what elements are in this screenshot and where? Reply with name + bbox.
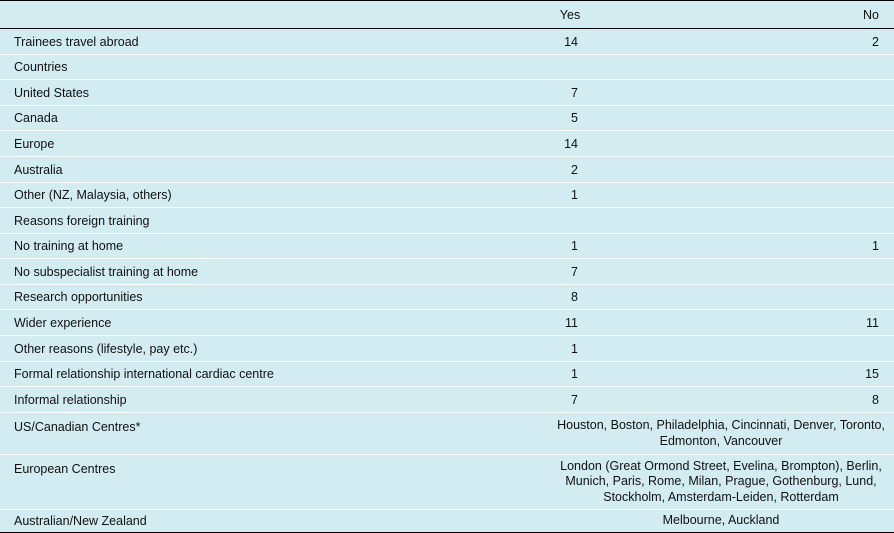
row-label: United States [14, 85, 90, 100]
yes-value: 1 [571, 341, 578, 356]
no-value [829, 259, 879, 284]
row-label: Other reasons (lifestyle, pay etc.) [14, 341, 198, 356]
no-value: 2 [872, 34, 879, 49]
row-label: Other (NZ, Malaysia, others) [14, 188, 172, 202]
row-label: Trainees travel abroad [14, 34, 139, 49]
table-row [0, 310, 894, 336]
no-value: 1 [872, 239, 879, 253]
yes-value: 1 [571, 367, 578, 381]
table-row [0, 183, 894, 208]
no-value: 11 [866, 315, 879, 330]
yes-value: 8 [571, 290, 578, 304]
row-label: Europe [14, 136, 55, 151]
row-label: Canada [14, 111, 58, 125]
yes-value: 7 [571, 264, 578, 279]
table-row [0, 29, 894, 55]
yes-value: 1 [571, 188, 578, 202]
table-row [0, 336, 894, 362]
row-label: Reasons foreign training [14, 213, 150, 228]
table-row [0, 131, 894, 157]
centres-list: London (Great Ormond Street, Evelina, Brompton), Berlin, Munich, Paris, Rome, Milan, Prague, Gothenburg, Lund, Stockholm, Amsterdam-Leiden, Rotterdam [560, 458, 882, 504]
no-value: 8 [872, 392, 879, 407]
table-row [0, 362, 894, 387]
row-label: Research opportunities [14, 290, 143, 304]
table-row [0, 285, 894, 310]
row-label: Informal relationship [14, 392, 127, 407]
row-label: US/Canadian Centres* [14, 420, 141, 434]
centres-row [0, 510, 894, 532]
yes-value: 11 [565, 315, 578, 330]
table-row [0, 259, 894, 285]
column-header-no: No [863, 7, 879, 22]
centres-row [0, 455, 894, 510]
row-label: European Centres [14, 462, 116, 476]
table-row [0, 55, 894, 80]
row-label: Countries [14, 60, 68, 74]
no-value [829, 183, 879, 207]
yes-value: 2 [571, 162, 578, 177]
no-value [829, 336, 879, 361]
row-label: No subspecialist training at home [14, 264, 199, 279]
centres-list: Houston, Boston, Philadelphia, Cincinnati, Denver, Toronto, Edmonton, Vancouver [557, 418, 885, 448]
table-row [0, 80, 894, 106]
no-value [829, 80, 879, 105]
centres-row [0, 413, 894, 455]
row-label: No training at home [14, 239, 124, 253]
centres-list: Melbourne, Auckland [662, 513, 780, 528]
no-value [829, 106, 879, 130]
row-label: Formal relationship international cardiac centre [14, 367, 274, 381]
yes-value: 14 [564, 136, 578, 151]
yes-value: 1 [571, 239, 578, 253]
table-row [0, 387, 894, 413]
table-row [0, 106, 894, 131]
yes-value: 14 [564, 34, 578, 49]
column-header-yes: Yes [559, 7, 581, 22]
yes-value: 7 [571, 85, 578, 100]
yes-value: 5 [571, 111, 578, 125]
yes-value: 7 [571, 392, 578, 407]
row-label: Wider experience [14, 315, 112, 330]
no-value [829, 285, 879, 309]
no-value [829, 55, 879, 79]
yes-value [540, 208, 578, 233]
table-row [0, 157, 894, 183]
yes-value [540, 55, 578, 79]
no-value [829, 157, 879, 182]
no-value [829, 208, 879, 233]
table-row [0, 234, 894, 259]
no-value: 15 [865, 367, 879, 381]
row-label: Australia [14, 162, 63, 177]
no-value [829, 131, 879, 156]
table-header-row [0, 1, 894, 29]
row-label: Australian/New Zealand [14, 514, 147, 528]
table-row [0, 208, 894, 234]
